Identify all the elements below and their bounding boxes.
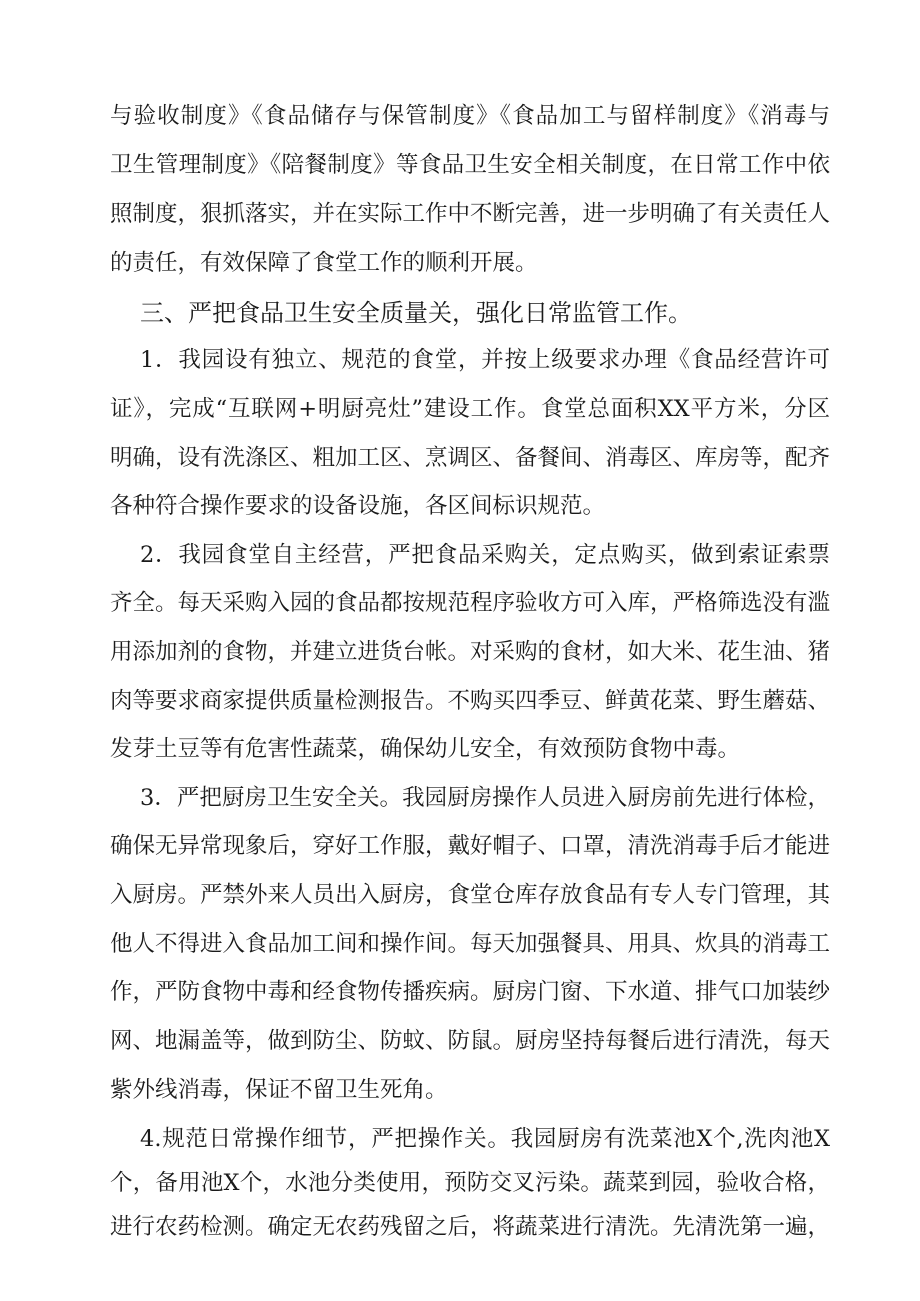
paragraph-line: 3．严把厨房卫生安全关。我园厨房操作人员进入厨房前先进行体检，	[140, 785, 830, 811]
paragraph-line: 照制度，狠抓落实，并在实际工作中不断完善，进一步明确了有关责任人	[110, 201, 831, 227]
paragraph-line: 发芽土豆等有危害性蔬菜，确保幼儿安全，有效预防食物中毒。	[110, 736, 741, 762]
paragraph-line: 作，严防食物中毒和经食物传播疾病。厨房门窗、下水道、排气口加装纱	[110, 979, 831, 1005]
paragraph-line: 入厨房。严禁外来人员出入厨房，食堂仓库存放食品有专人专门管理，其	[110, 882, 831, 908]
paragraph-line: 网、地漏盖等，做到防尘、防蚊、防鼠。厨房坚持每餐后进行清洗，每天	[110, 1028, 831, 1054]
paragraph-line: 进行农药检测。确定无农药残留之后，将蔬菜进行清洗。先清洗第一遍，	[110, 1214, 831, 1240]
paragraph-line: 用添加剂的食物，并建立进货台帐。对采购的食材，如大米、花生油、猪	[110, 639, 831, 665]
paragraph-line: 1．我园设有独立、规范的食堂，并按上级要求办理《食品经营许可	[140, 347, 830, 373]
paragraph-line: 紫外线消毒，保证不留卫生死角。	[110, 1077, 448, 1103]
paragraph-line: 他人不得进入食品加工间和操作间。每天加强餐具、用具、炊具的消毒工	[110, 931, 831, 957]
paragraph-line: 肉等要求商家提供质量检测报告。不购买四季豆、鲜黄花菜、野生蘑菇、	[110, 688, 831, 714]
paragraph-line: 4.规范日常操作细节，严把操作关。我园厨房有洗菜池X个,洗肉池X	[140, 1126, 830, 1152]
paragraph-line: 明确，设有洗涤区、粗加工区、烹调区、备餐间、消毒区、库房等，配齐	[110, 445, 831, 471]
paragraph-line: 各种符合操作要求的设备设施，各区间标识规范。	[110, 493, 606, 519]
section-heading: 三、严把食品卫生安全质量关，强化日常监管工作。	[140, 299, 692, 327]
paragraph-line: 齐全。每天采购入园的食品都按规范程序验收方可入库，严格筛选没有滥	[110, 590, 831, 616]
paragraph-line: 证》，完成“互联网+明厨亮灶”建设工作。食堂总面积XX平方米，分区	[110, 396, 830, 422]
paragraph-line: 卫生管理制度》《陪餐制度》等食品卫生安全相关制度，在日常工作中依	[110, 152, 830, 178]
paragraph-line: 与验收制度》《食品储存与保管制度》《食品加工与留样制度》《消毒与	[110, 103, 830, 129]
paragraph-line: 的责任，有效保障了食堂工作的顺利开展。	[110, 250, 538, 276]
paragraph-line: 个，备用池X个，水池分类使用，预防交叉污染。蔬菜到园，验收合格，	[110, 1170, 830, 1196]
paragraph-line: 确保无异常现象后，穿好工作服，戴好帽子、口罩，清洗消毒手后才能进	[110, 833, 831, 859]
paragraph-line: 2．我园食堂自主经营，严把食品采购关，定点购买，做到索证索票	[140, 542, 830, 568]
